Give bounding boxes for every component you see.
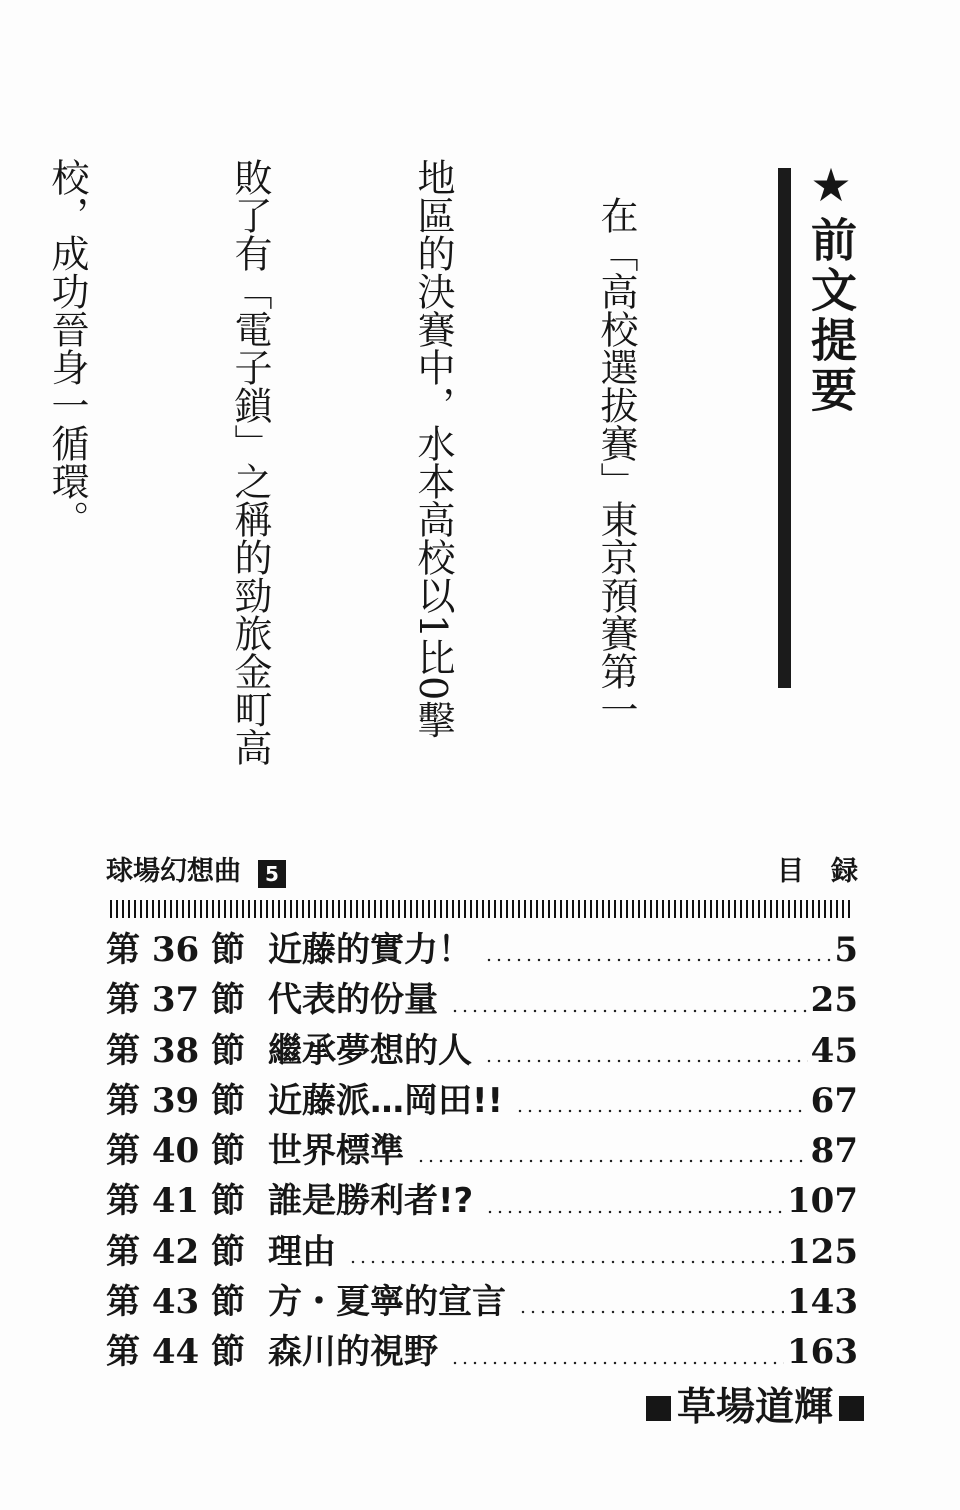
toc-entry	[106, 1076, 858, 1126]
page-number: 107	[787, 1181, 858, 1222]
chapter-title: 繼承夢想的人	[268, 1030, 472, 1071]
toc-header	[106, 853, 858, 893]
page-number: 143	[787, 1282, 858, 1323]
page-number: 25	[810, 980, 858, 1021]
toc-entry	[106, 1277, 858, 1327]
dot-leader	[484, 958, 831, 962]
summary-line: 在「高校選拔賽」東京預賽第一	[594, 158, 638, 728]
chapter-number: 第 38 節	[106, 1030, 245, 1071]
dot-leader	[485, 1210, 784, 1214]
summary-line: 敗了有「電子鎖」之稱的勁旅金町高	[228, 158, 272, 766]
chapter-number: 第 39 節	[106, 1080, 245, 1121]
dot-leader	[484, 1059, 808, 1063]
author-name	[646, 1385, 864, 1431]
chapter-number: 第 42 節	[106, 1231, 245, 1272]
summary-text	[45, 158, 768, 766]
chapter-title: 森川的視野	[268, 1332, 438, 1373]
chapter-number: 第 41 節	[106, 1181, 245, 1222]
dot-leader	[518, 1310, 784, 1314]
toc-entry	[106, 1327, 858, 1377]
dot-leader	[450, 1361, 784, 1365]
toc-entry	[106, 1026, 858, 1076]
page-number: 5	[834, 930, 858, 970]
author-text: 草場道輝	[676, 1385, 833, 1430]
chapter-title: 誰是勝利者!?	[268, 1181, 474, 1222]
volume-badge: 5	[258, 860, 286, 888]
page-number: 67	[810, 1080, 858, 1121]
chapter-title: 世界標準	[268, 1131, 404, 1172]
toc-entry	[106, 975, 858, 1025]
page-number: 163	[787, 1332, 858, 1373]
square-bullet-right	[839, 1396, 864, 1421]
chapter-number: 第 36 節	[106, 930, 245, 970]
chapter-title: 理由	[268, 1231, 336, 1272]
square-bullet-left	[646, 1396, 671, 1421]
dot-leader	[416, 1159, 808, 1163]
barcode-rule	[110, 900, 852, 918]
dot-leader	[348, 1260, 784, 1264]
table-of-contents	[106, 925, 858, 1378]
manga-title: 球場幻想曲	[106, 856, 241, 887]
summary-title-bar	[778, 168, 791, 688]
page-number: 125	[787, 1231, 858, 1272]
chapter-number: 第 40 節	[106, 1131, 245, 1172]
toc-entry	[106, 1126, 858, 1176]
page-number: 87	[810, 1131, 858, 1172]
dot-leader	[450, 1009, 808, 1013]
chapter-title: 近藤的實力！	[268, 930, 472, 970]
chapter-number: 第 44 節	[106, 1332, 245, 1373]
summary-title: ★前文提要	[804, 158, 858, 416]
toc-entry	[106, 925, 858, 975]
toc-entry	[106, 1227, 858, 1277]
chapter-title: 代表的份量	[268, 980, 438, 1021]
chapter-number: 第 43 節	[106, 1282, 245, 1323]
summary-line: 地區的決賽中，水本高校以1比0擊	[411, 158, 455, 739]
chapter-title: 近藤派…岡田!!	[268, 1080, 504, 1121]
dot-leader	[515, 1109, 808, 1113]
toc-heading: 目 録	[777, 856, 858, 887]
chapter-title: 方・夏寧的宣言	[268, 1282, 506, 1323]
toc-entry	[106, 1176, 858, 1226]
chapter-number: 第 37 節	[106, 980, 245, 1021]
summary-line: 校，成功晉身一循環。	[45, 158, 89, 538]
page-number: 45	[810, 1030, 858, 1071]
